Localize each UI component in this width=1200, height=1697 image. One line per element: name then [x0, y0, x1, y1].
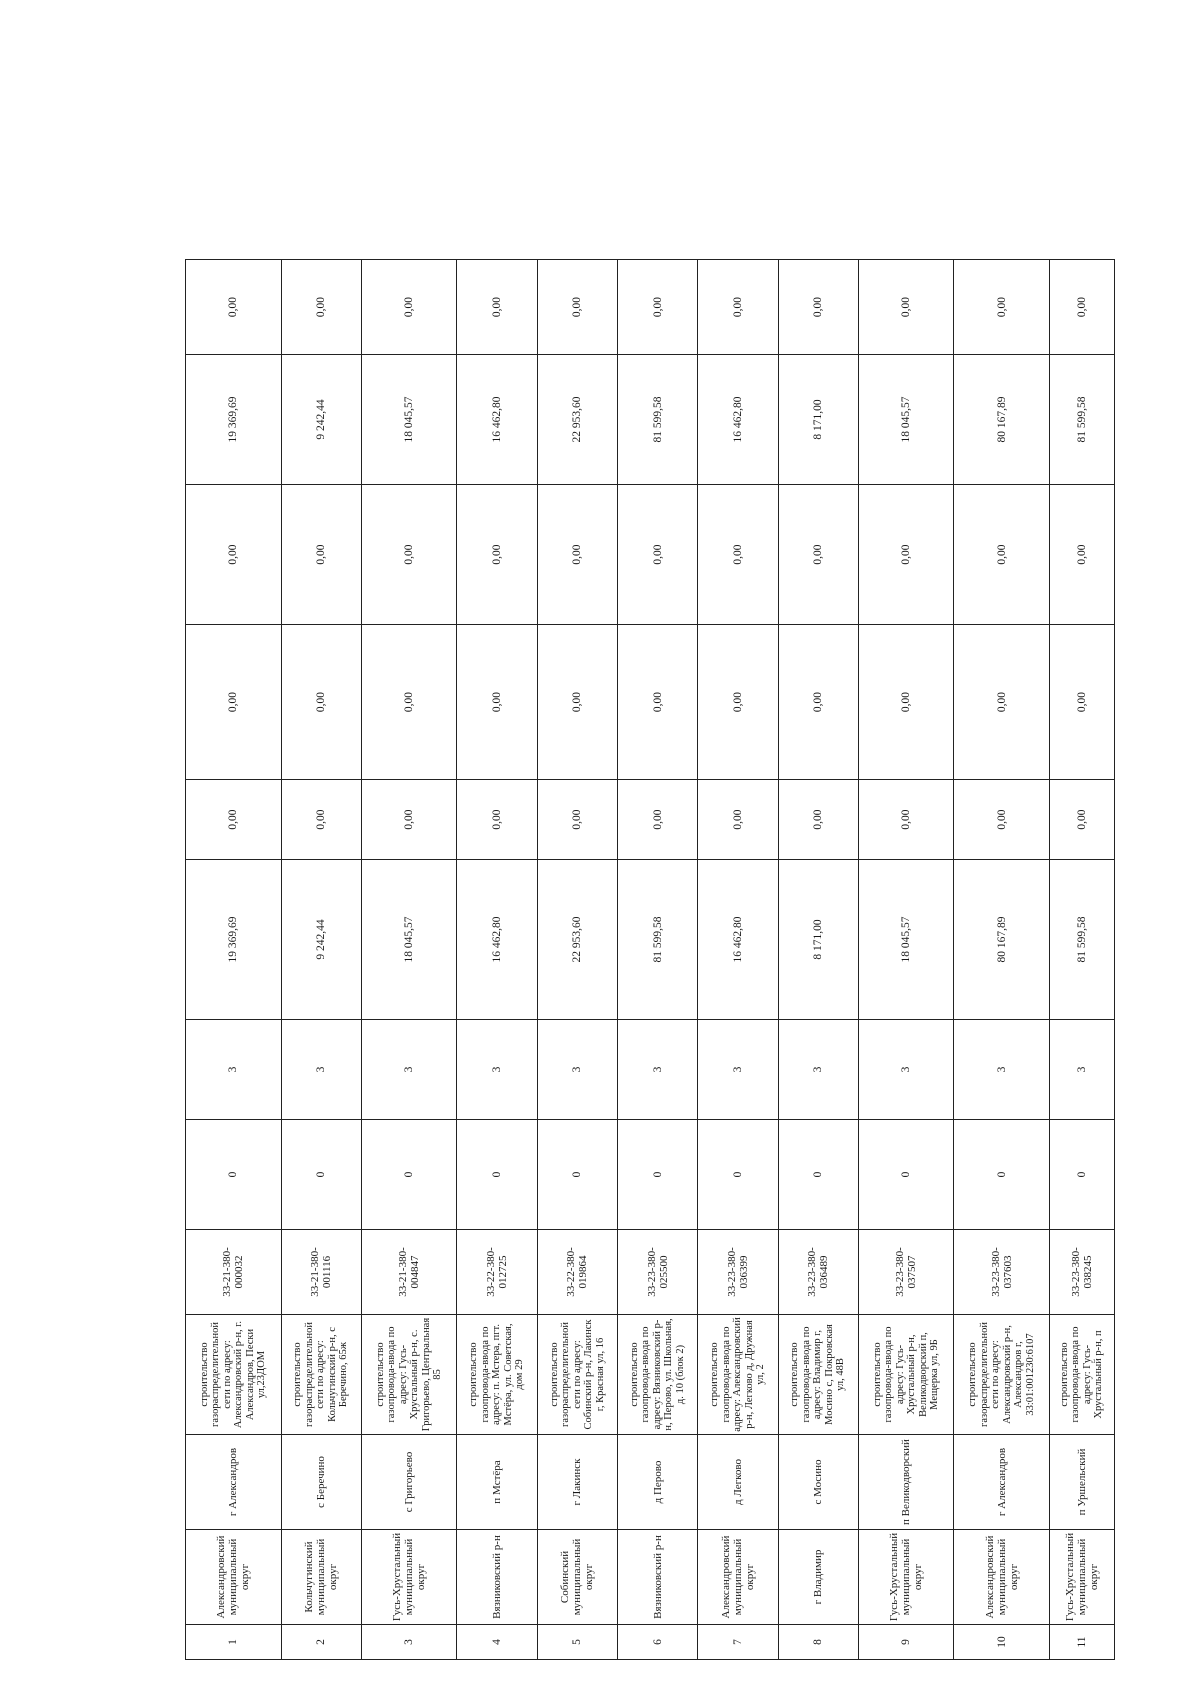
amount-cell-3: 0,00 — [186, 625, 282, 780]
amount-cell-5: 22 953,60 — [537, 355, 617, 485]
count-cell-1: 0 — [281, 1120, 361, 1230]
object-code-cell: 33-23-380-036489 — [778, 1230, 858, 1315]
count-cell-1: 0 — [954, 1120, 1050, 1230]
amount-cell-1: 9 242,44 — [281, 860, 361, 1020]
count-cell-1: 0 — [457, 1120, 537, 1230]
amount-cell-4: 0,00 — [361, 485, 457, 625]
amount-cell-3: 0,00 — [537, 625, 617, 780]
locality-cell: г Александров — [954, 1435, 1050, 1530]
count-cell-1: 0 — [1049, 1120, 1114, 1230]
table-row — [457, 260, 537, 1660]
object-code-cell: 33-23-380-025500 — [617, 1230, 697, 1315]
row-number: 5 — [537, 1625, 617, 1660]
locality-cell: п Уршельский — [1049, 1435, 1114, 1530]
amount-cell-6: 0,00 — [698, 260, 778, 355]
row-number: 6 — [617, 1625, 697, 1660]
amount-cell-2: 0,00 — [698, 780, 778, 860]
row-number: 4 — [457, 1625, 537, 1660]
object-code-cell: 33-23-380-036399 — [698, 1230, 778, 1315]
amount-cell-1: 19 369,69 — [186, 860, 282, 1020]
amount-cell-2: 0,00 — [617, 780, 697, 860]
count-cell-2: 3 — [186, 1020, 282, 1120]
amount-cell-6: 0,00 — [954, 260, 1050, 355]
locality-cell: г Лакинск — [537, 1435, 617, 1530]
row-number: 11 — [1049, 1625, 1114, 1660]
table-row — [186, 260, 282, 1660]
amount-cell-2: 0,00 — [858, 780, 954, 860]
object-code-cell: 33-23-380-038245 — [1049, 1230, 1114, 1315]
count-cell-1: 0 — [537, 1120, 617, 1230]
count-cell-2: 3 — [281, 1020, 361, 1120]
amount-cell-6: 0,00 — [858, 260, 954, 355]
row-number: 1 — [186, 1625, 282, 1660]
amount-cell-6: 0,00 — [617, 260, 697, 355]
amount-cell-6: 0,00 — [361, 260, 457, 355]
amount-cell-1: 8 171,00 — [778, 860, 858, 1020]
amount-cell-2: 0,00 — [778, 780, 858, 860]
amount-cell-3: 0,00 — [617, 625, 697, 780]
object-code-cell: 33-22-380-019864 — [537, 1230, 617, 1315]
amount-cell-6: 0,00 — [281, 260, 361, 355]
table-row — [954, 260, 1050, 1660]
amount-cell-3: 0,00 — [361, 625, 457, 780]
locality-cell: п Великодворский — [858, 1435, 954, 1530]
row-number: 7 — [698, 1625, 778, 1660]
district-cell: Александровский муниципальный округ — [698, 1530, 778, 1625]
table-body — [186, 260, 1115, 1660]
amount-cell-1: 16 462,80 — [457, 860, 537, 1020]
locality-cell: д Перово — [617, 1435, 697, 1530]
district-cell: Гусь-Хрустальный муниципальный округ — [1049, 1530, 1114, 1625]
amount-cell-5: 18 045,57 — [361, 355, 457, 485]
amount-cell-1: 81 599,58 — [1049, 860, 1114, 1020]
table-row — [361, 260, 457, 1660]
rotated-table-container — [185, 260, 1115, 1660]
amount-cell-2: 0,00 — [186, 780, 282, 860]
row-number: 10 — [954, 1625, 1050, 1660]
amount-cell-2: 0,00 — [954, 780, 1050, 860]
locality-cell: с Беречино — [281, 1435, 361, 1530]
object-description-cell: строительство газораспределительной сети по адресу: Александровский р-н, г. Александров, Пески ул,23ДОМ — [186, 1315, 282, 1435]
amount-cell-3: 0,00 — [1049, 625, 1114, 780]
object-code-cell: 33-22-380-012725 — [457, 1230, 537, 1315]
count-cell-2: 3 — [617, 1020, 697, 1120]
object-description-cell: строительство газораспределительной сети по адресу: Кольчугинский р-н, с Беречино, 65ж — [281, 1315, 361, 1435]
district-cell: Вязниковский р-н — [617, 1530, 697, 1625]
district-cell: Гусь-Хрустальный муниципальный округ — [858, 1530, 954, 1625]
amount-cell-4: 0,00 — [698, 485, 778, 625]
amount-cell-4: 0,00 — [778, 485, 858, 625]
district-cell: г Владимир — [778, 1530, 858, 1625]
object-description-cell: строительство газопровода-ввода по адресу: Владимир г, Мосино с, Покровская ул, 48В — [778, 1315, 858, 1435]
amount-cell-2: 0,00 — [537, 780, 617, 860]
count-cell-2: 3 — [537, 1020, 617, 1120]
amount-cell-5: 81 599,58 — [1049, 355, 1114, 485]
table-row — [1049, 260, 1114, 1660]
amount-cell-5: 16 462,80 — [457, 355, 537, 485]
locality-cell: д Легково — [698, 1435, 778, 1530]
amount-cell-4: 0,00 — [537, 485, 617, 625]
count-cell-2: 3 — [778, 1020, 858, 1120]
amount-cell-5: 9 242,44 — [281, 355, 361, 485]
amount-cell-5: 18 045,57 — [858, 355, 954, 485]
district-cell: Кольчугинский муниципальный округ — [281, 1530, 361, 1625]
data-table — [185, 259, 1115, 1660]
amount-cell-3: 0,00 — [281, 625, 361, 780]
table-row — [698, 260, 778, 1660]
amount-cell-5: 19 369,69 — [186, 355, 282, 485]
amount-cell-4: 0,00 — [954, 485, 1050, 625]
object-code-cell: 33-21-380-004847 — [361, 1230, 457, 1315]
row-number: 3 — [361, 1625, 457, 1660]
object-description-cell: строительство газопровода-ввода по адресу: Александровский р-н, Легково д, Дружная ул, 2 — [698, 1315, 778, 1435]
amount-cell-1: 81 599,58 — [617, 860, 697, 1020]
amount-cell-5: 81 599,58 — [617, 355, 697, 485]
amount-cell-1: 18 045,57 — [858, 860, 954, 1020]
table-row — [617, 260, 697, 1660]
amount-cell-2: 0,00 — [457, 780, 537, 860]
amount-cell-4: 0,00 — [186, 485, 282, 625]
object-description-cell: строительство газопровода-ввода по адресу: Гусь-Хрустальный р-н, с. Григорьево, Центральная 85 — [361, 1315, 457, 1435]
amount-cell-6: 0,00 — [186, 260, 282, 355]
count-cell-1: 0 — [778, 1120, 858, 1230]
amount-cell-2: 0,00 — [1049, 780, 1114, 860]
amount-cell-3: 0,00 — [858, 625, 954, 780]
district-cell: Собинский муниципальный округ — [537, 1530, 617, 1625]
count-cell-1: 0 — [361, 1120, 457, 1230]
amount-cell-5: 8 171,00 — [778, 355, 858, 485]
amount-cell-3: 0,00 — [457, 625, 537, 780]
table-row — [537, 260, 617, 1660]
count-cell-1: 0 — [698, 1120, 778, 1230]
object-description-cell: строительство газопровода-ввода по адресу: Вязниковский р-н, Перово, ул. Школьная, д. 10 (блок 2) — [617, 1315, 697, 1435]
amount-cell-1: 18 045,57 — [361, 860, 457, 1020]
count-cell-1: 0 — [186, 1120, 282, 1230]
amount-cell-4: 0,00 — [858, 485, 954, 625]
table-row — [858, 260, 954, 1660]
count-cell-2: 3 — [1049, 1020, 1114, 1120]
object-description-cell: строительство газопровода-ввода по адресу: Гусь-Хрустальный р-н, п — [1049, 1315, 1114, 1435]
count-cell-2: 3 — [858, 1020, 954, 1120]
district-cell: Александровский муниципальный округ — [186, 1530, 282, 1625]
count-cell-2: 3 — [954, 1020, 1050, 1120]
amount-cell-4: 0,00 — [281, 485, 361, 625]
amount-cell-5: 80 167,89 — [954, 355, 1050, 485]
object-description-cell: строительство газопровода-ввода по адресу: п. Мстера, пгт. Мстёра, ул. Советская, дом 29 — [457, 1315, 537, 1435]
row-number: 2 — [281, 1625, 361, 1660]
amount-cell-3: 0,00 — [954, 625, 1050, 780]
amount-cell-6: 0,00 — [778, 260, 858, 355]
object-description-cell: строительство газораспределительной сети по адресу: Собинский р-н, Лакинск г, Красная ул, 16 — [537, 1315, 617, 1435]
amount-cell-1: 22 953,60 — [537, 860, 617, 1020]
amount-cell-4: 0,00 — [617, 485, 697, 625]
amount-cell-5: 16 462,80 — [698, 355, 778, 485]
object-description-cell: строительство газораспределительной сети по адресу: Александровский р-н, Александров г, 33:01:001230:6107 — [954, 1315, 1050, 1435]
count-cell-2: 3 — [457, 1020, 537, 1120]
amount-cell-2: 0,00 — [361, 780, 457, 860]
amount-cell-2: 0,00 — [281, 780, 361, 860]
object-description-cell: строительство газопровода-ввода по адресу: Гусь-Хрустальный р-н, Великодворский п, Мещерка ул, 9Б — [858, 1315, 954, 1435]
amount-cell-6: 0,00 — [1049, 260, 1114, 355]
amount-cell-3: 0,00 — [778, 625, 858, 780]
count-cell-1: 0 — [858, 1120, 954, 1230]
locality-cell: п Мстёра — [457, 1435, 537, 1530]
object-code-cell: 33-23-380-037507 — [858, 1230, 954, 1315]
count-cell-2: 3 — [361, 1020, 457, 1120]
object-code-cell: 33-23-380-037603 — [954, 1230, 1050, 1315]
count-cell-1: 0 — [617, 1120, 697, 1230]
district-cell: Вязниковский р-н — [457, 1530, 537, 1625]
table-row — [281, 260, 361, 1660]
amount-cell-6: 0,00 — [457, 260, 537, 355]
amount-cell-4: 0,00 — [1049, 485, 1114, 625]
district-cell: Гусь-Хрустальный муниципальный округ — [361, 1530, 457, 1625]
row-number: 8 — [778, 1625, 858, 1660]
row-number: 9 — [858, 1625, 954, 1660]
amount-cell-3: 0,00 — [698, 625, 778, 780]
object-code-cell: 33-21-380-000032 — [186, 1230, 282, 1315]
locality-cell: с Мосино — [778, 1435, 858, 1530]
amount-cell-1: 80 167,89 — [954, 860, 1050, 1020]
amount-cell-1: 16 462,80 — [698, 860, 778, 1020]
count-cell-2: 3 — [698, 1020, 778, 1120]
locality-cell: с Григорьево — [361, 1435, 457, 1530]
district-cell: Александровский муниципальный округ — [954, 1530, 1050, 1625]
amount-cell-4: 0,00 — [457, 485, 537, 625]
table-row — [778, 260, 858, 1660]
amount-cell-6: 0,00 — [537, 260, 617, 355]
object-code-cell: 33-21-380-001116 — [281, 1230, 361, 1315]
locality-cell: г Александров — [186, 1435, 282, 1530]
